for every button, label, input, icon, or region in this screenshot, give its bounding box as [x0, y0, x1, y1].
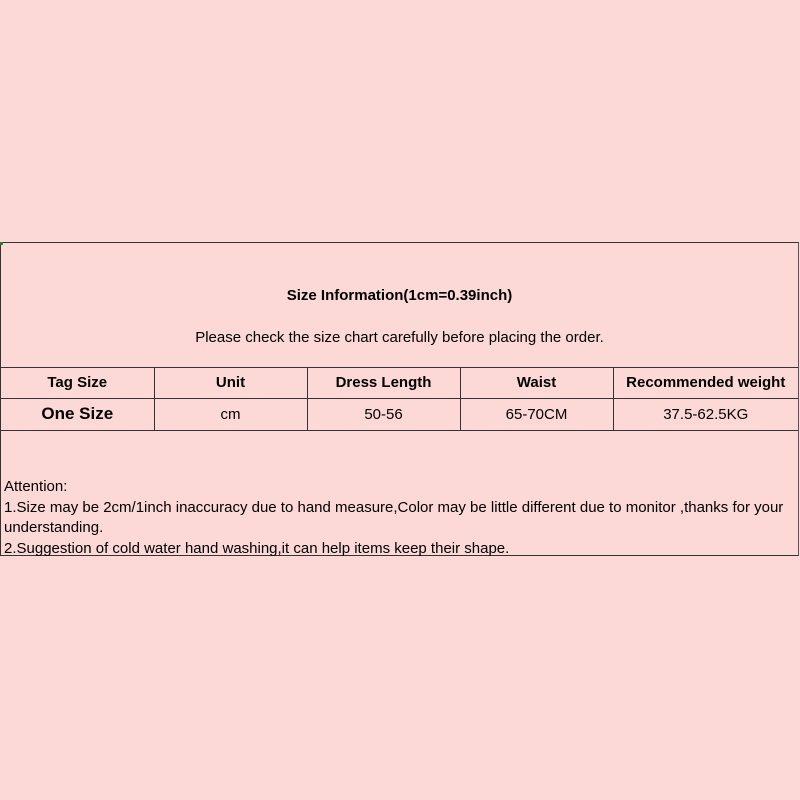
cell-dress-length: 50-56: [307, 398, 460, 430]
table-header-row: [1, 368, 798, 398]
column-header-tag-size: Tag Size: [1, 368, 154, 398]
page-subtitle: Please check the size chart carefully before placing the order.: [195, 329, 604, 346]
attention-heading: Attention:: [4, 478, 68, 495]
size-chart-header: [1, 243, 798, 368]
cell-tag-size: One Size: [1, 398, 154, 430]
size-chart-sheet: [0, 242, 799, 556]
page-title: Size Information(1cm=0.39inch): [286, 287, 513, 304]
column-header-dress-length: Dress Length: [307, 368, 460, 398]
attention-notes: [4, 477, 794, 559]
table-row: [1, 398, 798, 430]
size-table: [1, 368, 798, 431]
cell-recommended-weight: 37.5-62.5KG: [613, 398, 798, 430]
column-header-recommended-weight: Recommended weight: [613, 368, 798, 398]
attention-note-2: 2.Suggestion of cold water hand washing,it can help items keep their shape.: [4, 539, 510, 557]
attention-note-1: 1.Size may be 2cm/1inch inaccuracy due to hand measure,Color may be little different due to monitor ,thanks for your understanding.: [4, 498, 784, 536]
cell-waist: 65-70CM: [460, 398, 613, 430]
column-header-unit: Unit: [154, 368, 307, 398]
cell-unit: cm: [154, 398, 307, 430]
column-header-waist: Waist: [460, 368, 613, 398]
